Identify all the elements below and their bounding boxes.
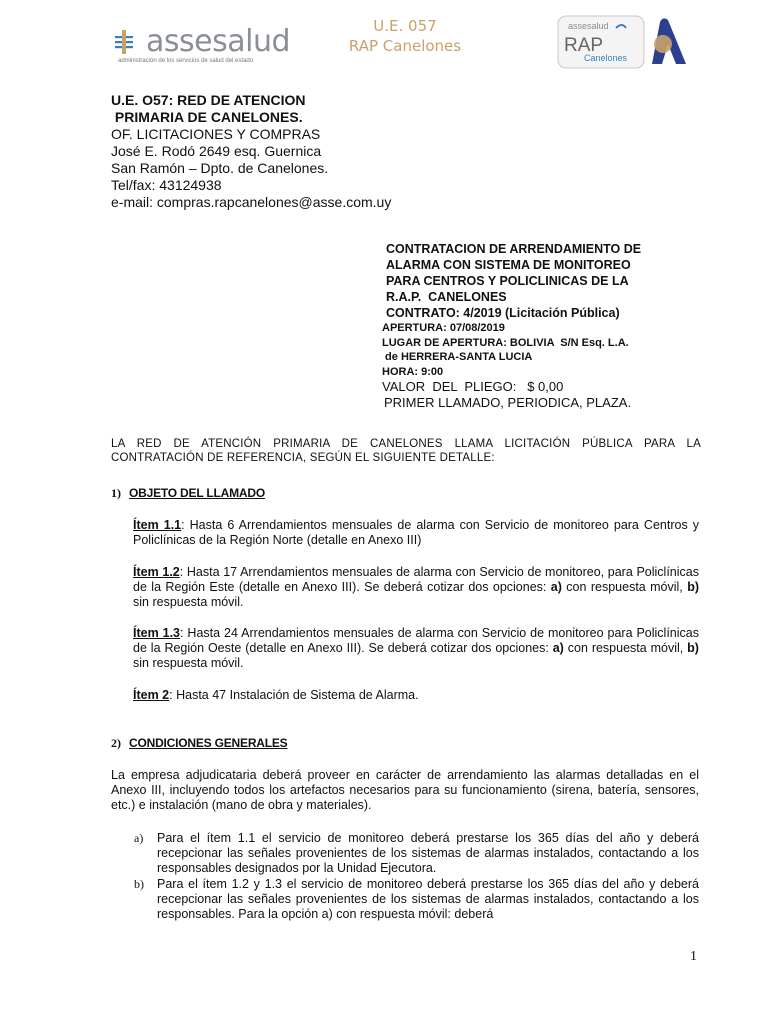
contract-title-4: R.A.P. CANELONES	[386, 290, 507, 304]
list-marker: a)	[134, 831, 144, 845]
option-a-text: con respuesta móvil,	[563, 641, 688, 655]
list-text: Para el ítem 1.1 el servicio de monitoreo deberá prestarse los 365 días del año y deberá recepcionar las señales provenientes de los sistemas de alarmas instalados, contactando a los responsables designados por la Unidad Ejecutora.	[157, 831, 699, 875]
section-2-heading	[111, 736, 288, 751]
general-conditions-paragraph: La empresa adjudicataria deberá proveer en carácter de arrendamiento las alarmas detalladas en el Anexo III, incluyendo todos los artefactos necesarios para su funcionamiento (sirena, batería, sensores, etc.) e instalación (mano de obra y materiales).	[111, 768, 699, 812]
option-a: a)	[552, 641, 564, 655]
opening-date: APERTURA: 07/08/2019	[382, 322, 505, 334]
item-label: Ítem 1.2	[133, 565, 180, 579]
opening-place-cont: de HERRERA-SANTA LUCIA	[382, 351, 533, 363]
item-label: Ítem 1.1	[133, 518, 182, 532]
item-1-3	[133, 626, 699, 671]
org-city: San Ramón – Dpto. de Canelones.	[111, 160, 329, 176]
bid-price: VALOR DEL PLIEGO: $ 0,00	[382, 379, 564, 394]
org-address: José E. Rodó 2649 esq. Guernica	[111, 143, 322, 159]
section-1-number: 1)	[111, 486, 121, 500]
org-unit-title-cont: PRIMARIA DE CANELONES.	[111, 109, 303, 125]
contract-title-3: PARA CENTROS Y POLICLINICAS DE LA	[386, 274, 629, 288]
call-type: PRIMER LLAMADO, PERIODICA, PLAZA.	[384, 395, 632, 410]
section-1-title: OBJETO DEL LLAMADO	[129, 486, 265, 500]
unit-name: RAP Canelones	[348, 37, 462, 55]
asse-logo	[112, 22, 302, 70]
item-text: : Hasta 47 Instalación de Sistema de Alarma.	[169, 688, 419, 702]
list-text: Para el ítem 1.2 y 1.3 el servicio de monitoreo deberá prestarse los 365 días del año y deberá recepcionar las señales provenientes de los sistemas de alarmas instalados, contactando a los responsables. Para la opción a) con respuesta móvil: deberá	[157, 877, 699, 921]
section-2-title: CONDICIONES GENERALES	[129, 736, 288, 750]
list-marker: b)	[134, 877, 144, 891]
rap-logo-top-text: assesalud	[568, 21, 609, 31]
contract-title-1: CONTRATACION DE ARRENDAMIENTO DE	[386, 242, 642, 256]
item-label: Ítem 1.3	[133, 626, 181, 640]
unit-header	[330, 16, 480, 56]
section-1-heading	[111, 486, 265, 501]
contract-number: CONTRATO: 4/2019 (Licitación Pública)	[386, 306, 620, 320]
rap-canelones-logo	[556, 14, 690, 70]
contract-title-2: ALARMA CON SISTEMA DE MONITOREO	[386, 258, 631, 272]
rap-logo-sub-text: Canelones	[584, 53, 628, 63]
option-b-text: sin respuesta móvil.	[133, 656, 244, 670]
option-a-text: con respuesta móvil,	[561, 580, 688, 594]
option-b-text: sin respuesta móvil.	[133, 595, 244, 609]
item-1-1	[133, 518, 699, 548]
asse-logo-icon	[112, 28, 142, 58]
org-office: OF. LICITACIONES Y COMPRAS	[111, 126, 321, 142]
option-a: a)	[550, 580, 562, 594]
item-text: : Hasta 6 Arrendamientos mensuales de alarma con Servicio de monitoreo para Centros y Policlínicas de la Región Norte (detalle en Anexo III)	[133, 518, 699, 547]
unit-code: U.E. 057	[373, 17, 437, 35]
option-b: b)	[687, 641, 699, 655]
item-label: Ítem 2	[133, 688, 170, 702]
asse-logo-text: assesalud	[146, 24, 291, 59]
organization-block	[111, 92, 391, 211]
opening-time: HORA: 9:00	[382, 365, 444, 378]
org-unit-title: U.E. O57: RED DE ATENCION	[111, 92, 306, 108]
item-text: : Hasta 24 Arrendamientos mensuales de alarma con Servicio de monitoreo para Policlínicas de la Región Oeste (detalle en Anexo III). Se deberá cotizar dos opciones:	[133, 626, 699, 655]
item-2	[133, 688, 699, 703]
contract-info	[382, 241, 641, 411]
rap-logo-graphic	[556, 14, 690, 70]
page-number: 1	[690, 949, 697, 964]
asse-logo-tagline: administración de los servicios de salud del estado	[118, 58, 254, 64]
item-1-2	[133, 565, 699, 610]
intro-paragraph: LA RED DE ATENCIÓN PRIMARIA DE CANELONES LLAMA LICITACIÓN PÚBLICA PARA LA CONTRATACIÓN DE REFERENCIA, SEGÚN EL SIGUIENTE DETALLE:	[111, 438, 701, 464]
item-text: : Hasta 17 Arrendamientos mensuales de alarma con Servicio de monitoreo, para Policlínicas de la Región Este (detalle en Anexo III). Se deberá cotizar dos opciones:	[133, 565, 699, 594]
option-b: b)	[687, 580, 699, 594]
org-phone: Tel/fax: 43124938	[111, 177, 222, 193]
org-email: e-mail: compras.rapcanelones@asse.com.uy	[111, 194, 392, 210]
section-2-number: 2)	[111, 736, 121, 750]
opening-place: LUGAR DE APERTURA: BOLIVIA S/N Esq. L.A.	[382, 336, 629, 349]
rap-logo-main-text: RAP	[564, 35, 604, 56]
